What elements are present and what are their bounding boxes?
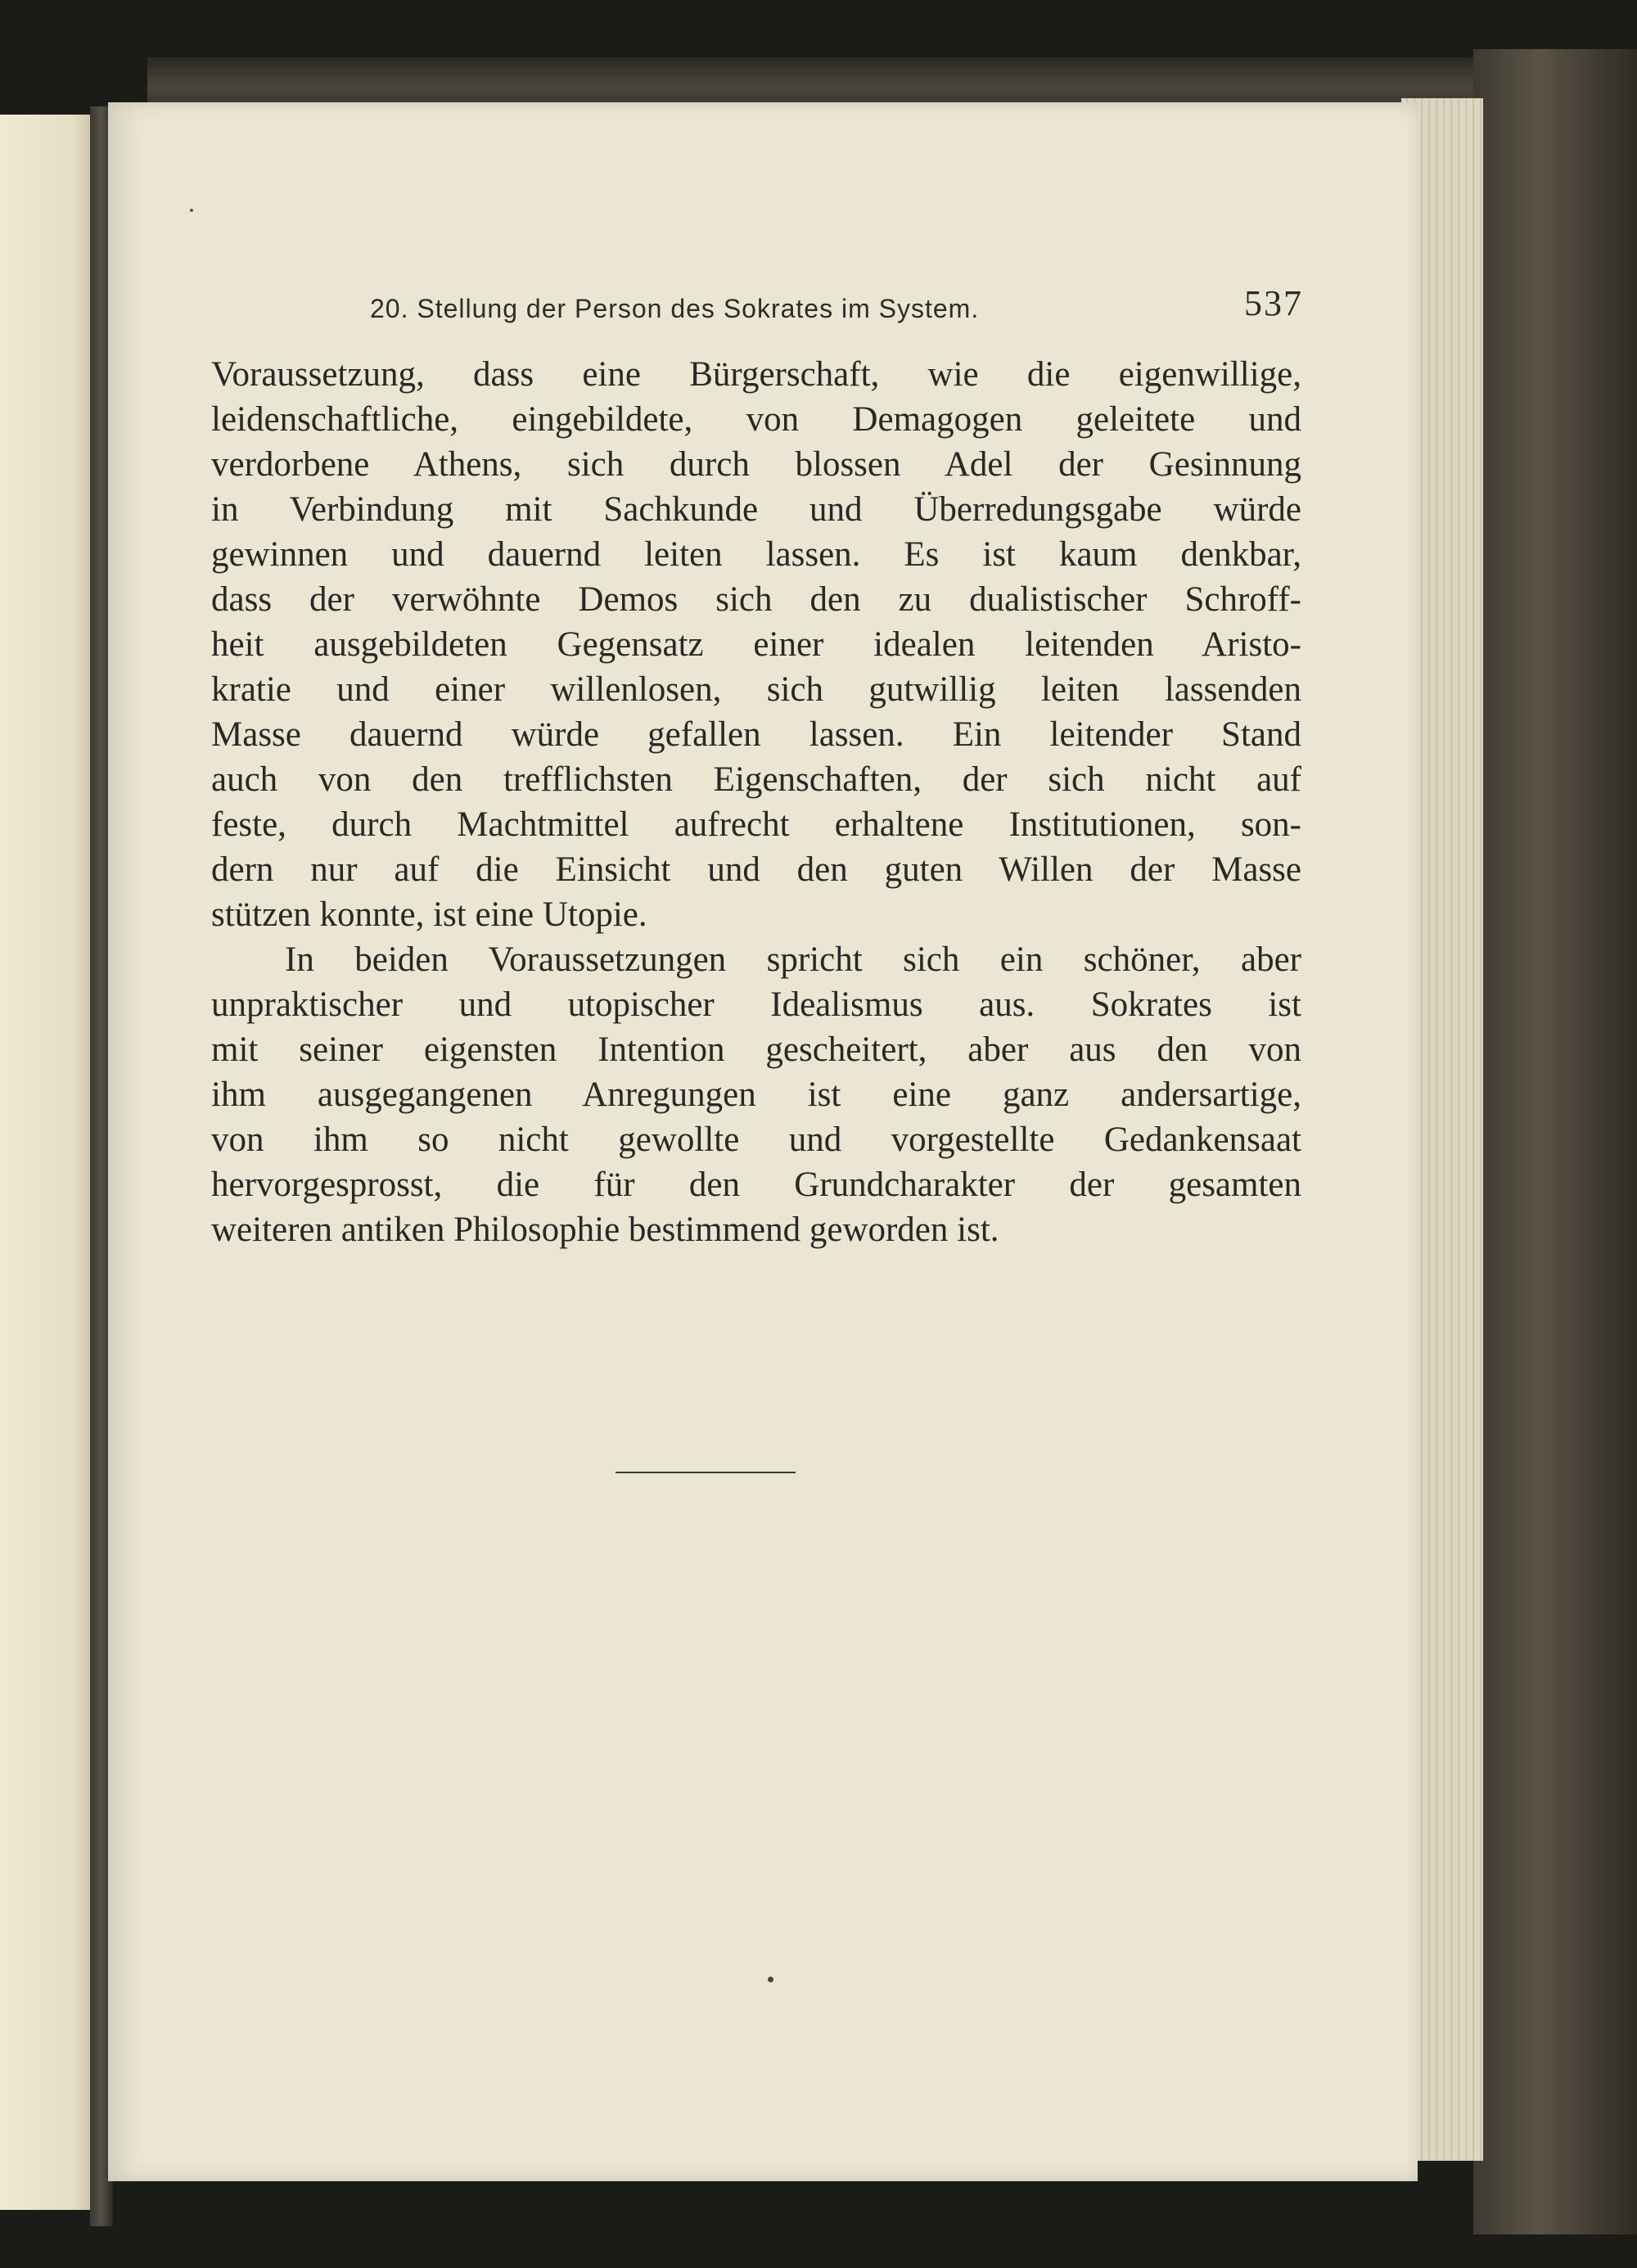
- text-line: dass der verwöhnte Demos sich den zu dualistischer Schroff-: [211, 580, 1301, 619]
- text-line: gewinnen und dauernd leiten lassen. Es ist kaum denkbar,: [211, 535, 1301, 574]
- text-line: heit ausgebildeten Gegensatz einer idealen leitenden Aristo-: [211, 625, 1301, 664]
- page-number: 537: [1244, 283, 1303, 323]
- text-line: von ihm so nicht gewollte und vorgestellte Gedankensaat: [211, 1120, 1301, 1159]
- text-line: mit seiner eigensten Intention gescheitert, aber aus den von: [211, 1030, 1301, 1069]
- paper-speck: [768, 1977, 773, 1982]
- body-text: [211, 352, 1301, 1252]
- paragraph-1: [211, 352, 1301, 937]
- text-line: stützen konnte, ist eine Utopie.: [211, 895, 647, 934]
- book-cover-top-edge: [147, 57, 1539, 106]
- book-cover-right-edge: [1473, 49, 1637, 2234]
- text-line: ihm ausgegangenen Anregungen ist eine ganz andersartige,: [211, 1075, 1301, 1114]
- text-line: Voraussetzung, dass eine Bürgerschaft, wie die eigenwillige,: [211, 355, 1301, 394]
- text-line: verdorbene Athens, sich durch blossen Adel der Gesinnung: [211, 445, 1301, 484]
- text-line: kratie und einer willenlosen, sich gutwillig leiten lassenden: [211, 670, 1301, 709]
- text-line: In beiden Voraussetzungen spricht sich ein schöner, aber: [285, 940, 1301, 979]
- book-page: [108, 102, 1418, 2181]
- paragraph-2: [211, 937, 1301, 1252]
- paper-speck: [190, 209, 193, 212]
- running-head-title: 20. Stellung der Person des Sokrates im System.: [370, 294, 980, 323]
- text-line: auch von den trefflichsten Eigenschaften, der sich nicht auf: [211, 760, 1301, 799]
- text-line: Masse dauernd würde gefallen lassen. Ein leitender Stand: [211, 715, 1301, 754]
- text-line: feste, durch Machtmittel aufrecht erhaltene Institutionen, son-: [211, 805, 1301, 844]
- text-line: weiteren antiken Philosophie bestimmend geworden ist.: [211, 1211, 999, 1249]
- text-line: unpraktischer und utopischer Idealismus aus. Sokrates ist: [211, 985, 1301, 1024]
- text-line: hervorgesprosst, die für den Grundcharakter der gesamten: [211, 1166, 1301, 1204]
- text-line: dern nur auf die Einsicht und den guten Willen der Masse: [211, 850, 1301, 889]
- text-line: in Verbindung mit Sachkunde und Überredungsgabe würde: [211, 490, 1301, 529]
- text-line: leidenschaftliche, eingebildete, von Demagogen geleitete und: [211, 400, 1301, 439]
- running-head: [370, 282, 1303, 331]
- previous-page-edge: [0, 115, 90, 2210]
- section-end-rule: [616, 1472, 796, 1473]
